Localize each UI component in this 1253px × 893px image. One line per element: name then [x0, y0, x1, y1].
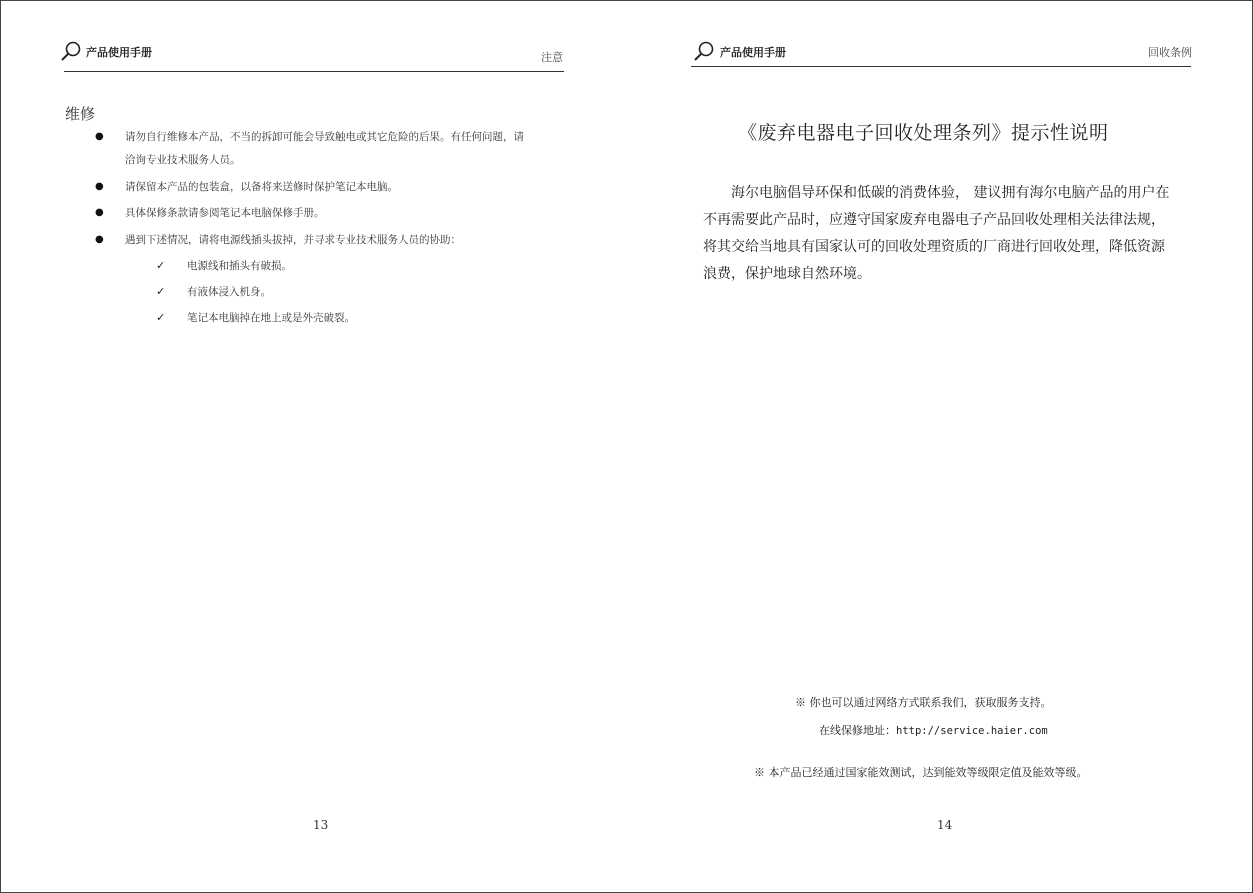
contact-note: ※ 你也可以通过网络方式联系我们，获取服务支持。	[795, 696, 1052, 709]
check-text-3: 笔记本电脑掉在地上或是外壳破裂。	[187, 312, 355, 324]
checkmark-icon: ✓	[156, 311, 166, 324]
service-label: 在线保修地址：	[819, 724, 896, 737]
check-text-1: 电源线和插头有破损。	[187, 260, 292, 272]
bullet-dot-icon: ●	[95, 207, 104, 218]
section-title: 维修	[65, 105, 96, 123]
service-line	[819, 722, 1048, 738]
checkmark-icon: ✓	[156, 285, 166, 298]
bullet-text-1b: 洽询专业技术服务人员。	[125, 154, 241, 166]
bullet-dot-icon: ●	[95, 131, 104, 142]
right-header-section: 回收条例	[1148, 46, 1192, 59]
left-header-rule	[64, 71, 564, 72]
bullet-text-4: 遇到下述情况，请将电源线插头拔掉，并寻求专业技术服务人员的协助：	[125, 234, 461, 246]
bullet-dot-icon: ●	[95, 234, 104, 245]
recycling-title: 《废弃电器电子回收处理条列》提示性说明	[738, 122, 1109, 144]
right-page-number: 14	[937, 818, 953, 832]
left-header-section: 注意	[541, 51, 563, 64]
right-header-rule	[691, 66, 1191, 67]
recycling-paragraph: 海尔电脑倡导环保和低碳的消费体验， 建议拥有海尔电脑产品的用户在不再需要此产品时，应遵守国家废弃电器电子产品回收处理相关法律法规，将其交给当地具有国家认可的回收处理资质的厂商进行回收处理，降低资源浪费，保护地球自然环境。	[703, 185, 1170, 282]
bullet-text-3: 具体保修条款请参阅笔记本电脑保修手册。	[125, 207, 325, 219]
bullet-text-2: 请保留本产品的包装盒，以备将来送修时保护笔记本电脑。	[125, 181, 398, 193]
checkmark-icon: ✓	[156, 259, 166, 272]
magnifier-icon	[693, 40, 715, 62]
bullet-dot-icon: ●	[95, 181, 104, 192]
check-text-2: 有液体浸入机身。	[187, 286, 271, 298]
energy-note: ※ 本产品已经通过国家能效测试，达到能效等级限定值及能效等级。	[754, 766, 1088, 779]
left-page-number: 13	[313, 818, 329, 832]
bullet-text-1a: 请勿自行维修本产品，不当的拆卸可能会导致触电或其它危险的后果。有任何问题，请	[125, 131, 524, 143]
magnifier-icon	[60, 40, 82, 62]
service-url-link[interactable]: http://service.haier.com	[896, 725, 1048, 737]
left-header-title: 产品使用手册	[86, 46, 152, 59]
right-header-title: 产品使用手册	[720, 46, 786, 59]
